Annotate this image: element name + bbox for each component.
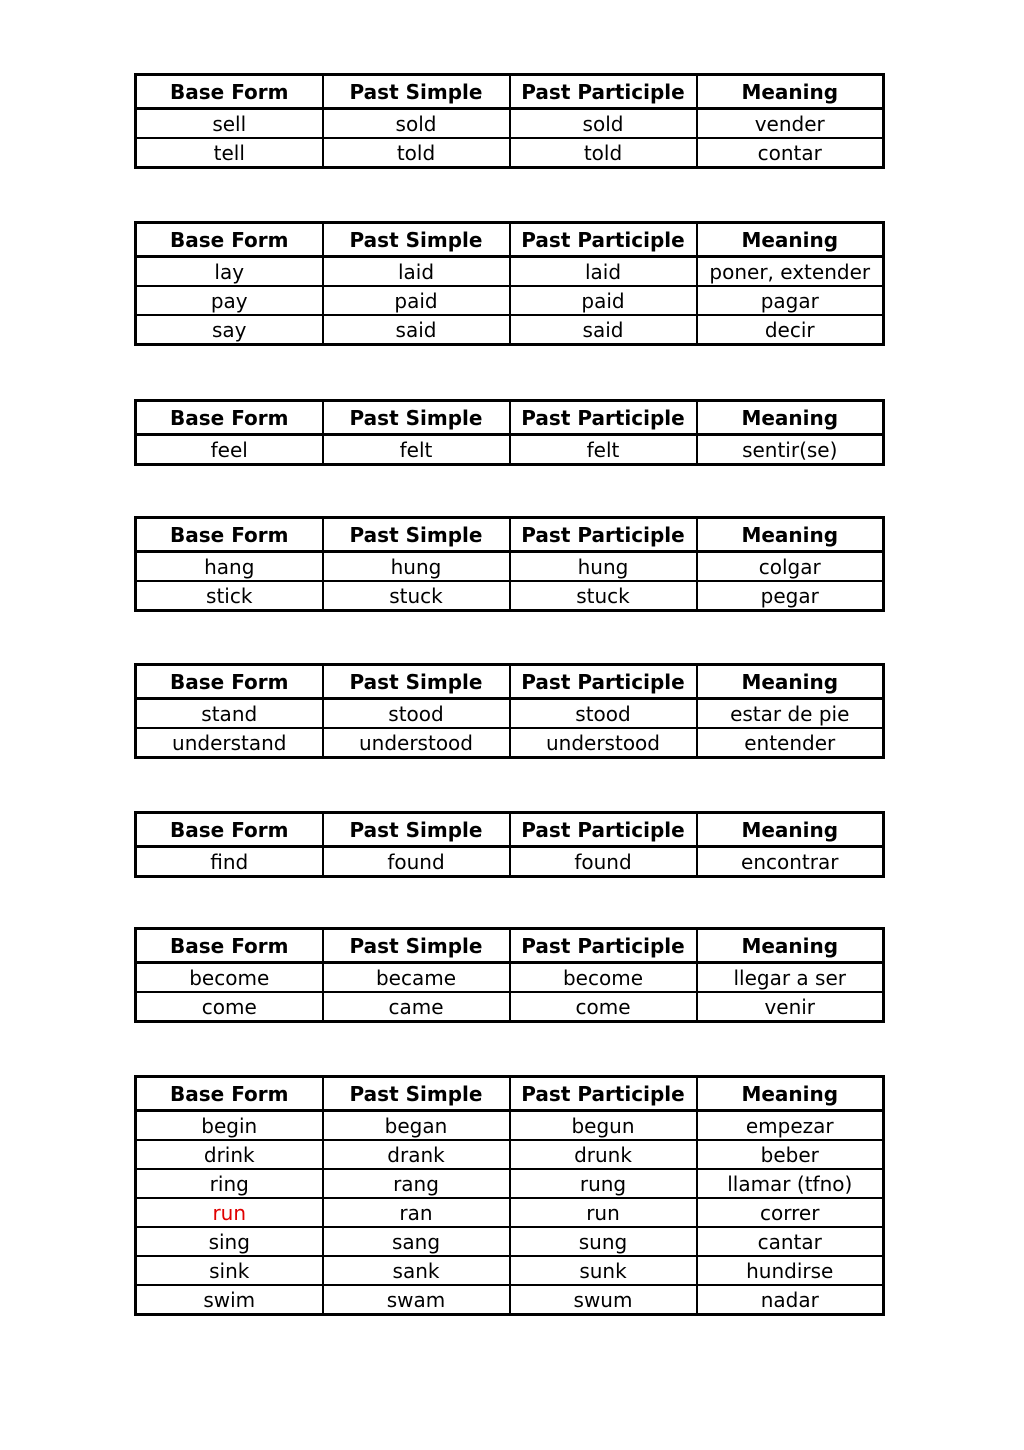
base-form-cell: begin <box>136 1111 323 1141</box>
past-simple-cell: understood <box>323 728 510 758</box>
base-form-cell: tell <box>136 138 323 168</box>
header-base-form: Base Form <box>136 813 323 847</box>
header-meaning: Meaning <box>697 665 884 699</box>
base-form-cell: stand <box>136 699 323 729</box>
header-meaning: Meaning <box>697 813 884 847</box>
meaning-cell: sentir(se) <box>697 435 884 465</box>
header-past-participle: Past Participle <box>510 929 697 963</box>
header-meaning: Meaning <box>697 518 884 552</box>
header-base-form: Base Form <box>136 665 323 699</box>
header-past-participle: Past Participle <box>510 223 697 257</box>
base-form-cell: drink <box>136 1140 323 1169</box>
header-base-form: Base Form <box>136 1077 323 1111</box>
past-simple-cell: rang <box>323 1169 510 1198</box>
header-meaning: Meaning <box>697 75 884 109</box>
past-participle-cell: found <box>510 847 697 877</box>
table-row <box>136 699 884 729</box>
meaning-cell: nadar <box>697 1285 884 1315</box>
past-participle-cell: stood <box>510 699 697 729</box>
table-row <box>136 963 884 993</box>
table-row <box>136 109 884 139</box>
table-row <box>136 315 884 345</box>
past-simple-cell: stood <box>323 699 510 729</box>
past-simple-cell: said <box>323 315 510 345</box>
meaning-cell: decir <box>697 315 884 345</box>
past-participle-cell: said <box>510 315 697 345</box>
past-participle-cell: hung <box>510 552 697 582</box>
past-simple-cell: became <box>323 963 510 993</box>
base-form-cell: hang <box>136 552 323 582</box>
verb-table-6 <box>134 811 885 878</box>
header-meaning: Meaning <box>697 1077 884 1111</box>
past-simple-cell: felt <box>323 435 510 465</box>
past-simple-cell: came <box>323 992 510 1022</box>
table-row <box>136 138 884 168</box>
meaning-cell: pegar <box>697 581 884 611</box>
past-simple-cell: ran <box>323 1198 510 1227</box>
past-participle-cell: come <box>510 992 697 1022</box>
past-participle-cell: sunk <box>510 1256 697 1285</box>
past-simple-cell: hung <box>323 552 510 582</box>
base-form-cell: understand <box>136 728 323 758</box>
table-row <box>136 728 884 758</box>
meaning-cell: estar de pie <box>697 699 884 729</box>
table-row <box>136 1256 884 1285</box>
past-simple-cell: swam <box>323 1285 510 1315</box>
table-row <box>136 992 884 1022</box>
header-past-simple: Past Simple <box>323 665 510 699</box>
meaning-cell: colgar <box>697 552 884 582</box>
table-row <box>136 286 884 315</box>
meaning-cell: beber <box>697 1140 884 1169</box>
header-past-simple: Past Simple <box>323 223 510 257</box>
base-form-cell: swim <box>136 1285 323 1315</box>
verb-table-7 <box>134 927 885 1023</box>
meaning-cell: cantar <box>697 1227 884 1256</box>
header-past-simple: Past Simple <box>323 929 510 963</box>
past-simple-cell: drank <box>323 1140 510 1169</box>
header-past-participle: Past Participle <box>510 518 697 552</box>
meaning-cell: entender <box>697 728 884 758</box>
header-row <box>136 75 884 109</box>
past-participle-cell: paid <box>510 286 697 315</box>
base-form-cell-highlighted: run <box>136 1198 323 1227</box>
base-form-cell: sink <box>136 1256 323 1285</box>
meaning-cell: hundirse <box>697 1256 884 1285</box>
verb-table-8 <box>134 1075 885 1316</box>
table-row <box>136 847 884 877</box>
base-form-cell: pay <box>136 286 323 315</box>
header-past-participle: Past Participle <box>510 75 697 109</box>
header-row <box>136 223 884 257</box>
base-form-cell: say <box>136 315 323 345</box>
header-row <box>136 929 884 963</box>
base-form-cell: stick <box>136 581 323 611</box>
past-participle-cell: run <box>510 1198 697 1227</box>
header-base-form: Base Form <box>136 518 323 552</box>
past-participle-cell: become <box>510 963 697 993</box>
header-row <box>136 665 884 699</box>
past-participle-cell: begun <box>510 1111 697 1141</box>
past-simple-cell: sank <box>323 1256 510 1285</box>
header-past-simple: Past Simple <box>323 75 510 109</box>
header-past-simple: Past Simple <box>323 401 510 435</box>
past-simple-cell: began <box>323 1111 510 1141</box>
header-row <box>136 813 884 847</box>
header-past-simple: Past Simple <box>323 518 510 552</box>
past-participle-cell: understood <box>510 728 697 758</box>
header-base-form: Base Form <box>136 75 323 109</box>
past-participle-cell: laid <box>510 257 697 287</box>
past-simple-cell: paid <box>323 286 510 315</box>
table-row <box>136 1111 884 1141</box>
base-form-cell: become <box>136 963 323 993</box>
header-past-participle: Past Participle <box>510 401 697 435</box>
past-participle-cell: stuck <box>510 581 697 611</box>
header-row <box>136 1077 884 1111</box>
table-row <box>136 1169 884 1198</box>
past-participle-cell: sold <box>510 109 697 139</box>
past-participle-cell: told <box>510 138 697 168</box>
past-simple-cell: stuck <box>323 581 510 611</box>
meaning-cell: vender <box>697 109 884 139</box>
meaning-cell: pagar <box>697 286 884 315</box>
table-row <box>136 435 884 465</box>
header-past-simple: Past Simple <box>323 813 510 847</box>
table-row <box>136 1285 884 1315</box>
header-base-form: Base Form <box>136 929 323 963</box>
header-past-participle: Past Participle <box>510 1077 697 1111</box>
base-form-cell: sing <box>136 1227 323 1256</box>
base-form-cell: feel <box>136 435 323 465</box>
past-participle-cell: sung <box>510 1227 697 1256</box>
header-meaning: Meaning <box>697 223 884 257</box>
past-simple-cell: sang <box>323 1227 510 1256</box>
header-past-participle: Past Participle <box>510 665 697 699</box>
table-row <box>136 1198 884 1227</box>
table-row <box>136 581 884 611</box>
past-participle-cell: swum <box>510 1285 697 1315</box>
past-participle-cell: felt <box>510 435 697 465</box>
table-row <box>136 552 884 582</box>
base-form-cell: lay <box>136 257 323 287</box>
header-base-form: Base Form <box>136 401 323 435</box>
header-past-participle: Past Participle <box>510 813 697 847</box>
verb-table-5 <box>134 663 885 759</box>
base-form-cell: find <box>136 847 323 877</box>
table-row <box>136 257 884 287</box>
table-row <box>136 1140 884 1169</box>
header-meaning: Meaning <box>697 401 884 435</box>
header-past-simple: Past Simple <box>323 1077 510 1111</box>
base-form-cell: sell <box>136 109 323 139</box>
past-participle-cell: drunk <box>510 1140 697 1169</box>
verb-table-1 <box>134 73 885 169</box>
meaning-cell: poner, extender <box>697 257 884 287</box>
verb-table-3 <box>134 399 885 466</box>
base-form-cell: come <box>136 992 323 1022</box>
header-meaning: Meaning <box>697 929 884 963</box>
meaning-cell: llegar a ser <box>697 963 884 993</box>
meaning-cell: venir <box>697 992 884 1022</box>
past-simple-cell: found <box>323 847 510 877</box>
meaning-cell: empezar <box>697 1111 884 1141</box>
verb-table-4 <box>134 516 885 612</box>
past-simple-cell: told <box>323 138 510 168</box>
table-row <box>136 1227 884 1256</box>
base-form-cell: ring <box>136 1169 323 1198</box>
past-simple-cell: laid <box>323 257 510 287</box>
header-row <box>136 518 884 552</box>
past-participle-cell: rung <box>510 1169 697 1198</box>
meaning-cell: correr <box>697 1198 884 1227</box>
meaning-cell: encontrar <box>697 847 884 877</box>
header-row <box>136 401 884 435</box>
meaning-cell: llamar (tfno) <box>697 1169 884 1198</box>
header-base-form: Base Form <box>136 223 323 257</box>
meaning-cell: contar <box>697 138 884 168</box>
past-simple-cell: sold <box>323 109 510 139</box>
verb-table-2 <box>134 221 885 346</box>
